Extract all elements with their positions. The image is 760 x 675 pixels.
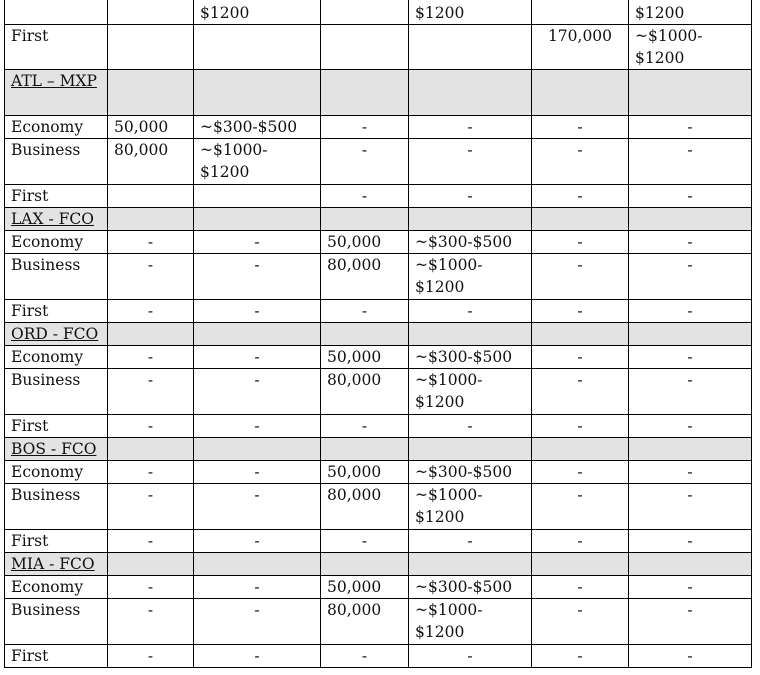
table-cell bbox=[321, 0, 409, 25]
table-cell: - bbox=[321, 185, 409, 208]
table-cell: - bbox=[532, 576, 629, 599]
cabin-class-label: Business bbox=[5, 369, 108, 415]
table-cell: - bbox=[409, 300, 532, 323]
table-cell: - bbox=[194, 231, 321, 254]
table-cell: - bbox=[108, 231, 194, 254]
table-cell: - bbox=[409, 530, 532, 553]
table-cell bbox=[108, 438, 194, 461]
table-cell: - bbox=[194, 576, 321, 599]
table-cell: - bbox=[629, 484, 752, 530]
table-cell bbox=[321, 70, 409, 116]
table-cell bbox=[108, 185, 194, 208]
fare-table-body bbox=[5, 0, 752, 668]
table-cell bbox=[5, 0, 108, 25]
table-cell: - bbox=[532, 369, 629, 415]
table-cell bbox=[321, 553, 409, 576]
table-cell: - bbox=[629, 231, 752, 254]
table-cell bbox=[321, 323, 409, 346]
route-label: ATL – MXP bbox=[5, 70, 108, 116]
table-cell: - bbox=[629, 346, 752, 369]
table-cell: - bbox=[321, 116, 409, 139]
table-cell: - bbox=[629, 300, 752, 323]
table-cell bbox=[194, 208, 321, 231]
table-cell: ~$1000- $1200 bbox=[409, 599, 532, 645]
table-row bbox=[5, 530, 752, 553]
table-cell: ~$1000- $1200 bbox=[409, 484, 532, 530]
cabin-class-label: Economy bbox=[5, 231, 108, 254]
table-cell: - bbox=[108, 254, 194, 300]
table-cell: 50,000 bbox=[321, 346, 409, 369]
cabin-class-label: First bbox=[5, 300, 108, 323]
table-cell: - bbox=[629, 599, 752, 645]
route-header-row bbox=[5, 70, 752, 116]
table-cell: - bbox=[194, 530, 321, 553]
table-cell: 80,000 bbox=[108, 139, 194, 185]
table-row bbox=[5, 139, 752, 185]
table-cell: - bbox=[108, 599, 194, 645]
table-cell: - bbox=[532, 254, 629, 300]
table-cell: ~$300-$500 bbox=[409, 576, 532, 599]
table-cell: ~$1000- $1200 bbox=[629, 25, 752, 70]
table-row bbox=[5, 0, 752, 25]
table-cell: - bbox=[532, 484, 629, 530]
table-row bbox=[5, 25, 752, 70]
cabin-class-label: Economy bbox=[5, 576, 108, 599]
table-cell bbox=[629, 438, 752, 461]
route-header-row bbox=[5, 208, 752, 231]
table-row bbox=[5, 185, 752, 208]
fare-table bbox=[4, 0, 752, 668]
table-cell bbox=[629, 70, 752, 116]
cabin-class-label: Economy bbox=[5, 116, 108, 139]
table-cell: 50,000 bbox=[321, 231, 409, 254]
table-cell: - bbox=[532, 300, 629, 323]
table-cell: - bbox=[629, 254, 752, 300]
table-cell bbox=[409, 553, 532, 576]
table-cell: - bbox=[321, 139, 409, 185]
table-cell: 170,000 bbox=[532, 25, 629, 70]
table-cell: - bbox=[629, 645, 752, 668]
table-cell: - bbox=[321, 645, 409, 668]
table-cell: 80,000 bbox=[321, 484, 409, 530]
table-row bbox=[5, 231, 752, 254]
table-cell bbox=[532, 323, 629, 346]
route-label: LAX - FCO bbox=[5, 208, 108, 231]
table-cell bbox=[532, 70, 629, 116]
table-cell bbox=[194, 553, 321, 576]
cabin-class-label: Business bbox=[5, 254, 108, 300]
cabin-class-label: Business bbox=[5, 484, 108, 530]
table-cell: - bbox=[108, 346, 194, 369]
cabin-class-label: Economy bbox=[5, 346, 108, 369]
table-cell: - bbox=[629, 116, 752, 139]
table-row bbox=[5, 254, 752, 300]
table-cell: - bbox=[629, 576, 752, 599]
table-cell: 50,000 bbox=[108, 116, 194, 139]
route-label: MIA - FCO bbox=[5, 553, 108, 576]
table-row bbox=[5, 346, 752, 369]
table-cell: ~$300-$500 bbox=[409, 461, 532, 484]
table-cell bbox=[321, 438, 409, 461]
table-cell: 80,000 bbox=[321, 599, 409, 645]
table-cell: - bbox=[321, 530, 409, 553]
table-cell: - bbox=[194, 369, 321, 415]
table-cell: - bbox=[409, 116, 532, 139]
table-cell: - bbox=[532, 116, 629, 139]
route-header-row bbox=[5, 438, 752, 461]
table-cell: - bbox=[108, 576, 194, 599]
table-cell: - bbox=[321, 300, 409, 323]
table-cell bbox=[108, 208, 194, 231]
table-cell: - bbox=[629, 530, 752, 553]
table-cell: - bbox=[532, 530, 629, 553]
table-cell bbox=[194, 438, 321, 461]
table-cell: - bbox=[629, 139, 752, 185]
table-cell: - bbox=[409, 415, 532, 438]
table-cell: - bbox=[108, 484, 194, 530]
table-cell: - bbox=[532, 461, 629, 484]
table-cell bbox=[108, 553, 194, 576]
table-cell: ~$300-$500 bbox=[409, 231, 532, 254]
table-cell: - bbox=[532, 346, 629, 369]
table-cell: 50,000 bbox=[321, 576, 409, 599]
route-header-row bbox=[5, 553, 752, 576]
table-cell bbox=[194, 323, 321, 346]
table-cell: ~$300-$500 bbox=[409, 346, 532, 369]
table-cell: $1200 bbox=[409, 0, 532, 25]
table-cell bbox=[532, 0, 629, 25]
cabin-class-label: First bbox=[5, 25, 108, 70]
table-cell bbox=[409, 323, 532, 346]
table-cell: ~$1000- $1200 bbox=[194, 139, 321, 185]
table-cell bbox=[321, 208, 409, 231]
cabin-class-label: First bbox=[5, 530, 108, 553]
table-cell: - bbox=[108, 415, 194, 438]
cabin-class-label: First bbox=[5, 185, 108, 208]
table-cell bbox=[409, 70, 532, 116]
table-cell: 80,000 bbox=[321, 369, 409, 415]
table-cell bbox=[108, 25, 194, 70]
table-cell: - bbox=[532, 599, 629, 645]
table-cell bbox=[409, 25, 532, 70]
table-cell: - bbox=[194, 300, 321, 323]
table-cell: - bbox=[629, 369, 752, 415]
table-cell: - bbox=[409, 645, 532, 668]
table-cell: - bbox=[532, 185, 629, 208]
table-cell: - bbox=[108, 530, 194, 553]
table-cell: $1200 bbox=[629, 0, 752, 25]
table-row bbox=[5, 484, 752, 530]
cabin-class-label: Economy bbox=[5, 461, 108, 484]
table-cell: ~$1000- $1200 bbox=[409, 254, 532, 300]
table-row bbox=[5, 645, 752, 668]
table-cell: - bbox=[532, 645, 629, 668]
table-cell: - bbox=[629, 185, 752, 208]
table-cell bbox=[532, 208, 629, 231]
table-cell: - bbox=[409, 139, 532, 185]
table-cell: - bbox=[194, 645, 321, 668]
table-cell bbox=[532, 553, 629, 576]
table-row bbox=[5, 415, 752, 438]
table-cell: - bbox=[532, 139, 629, 185]
table-cell bbox=[108, 323, 194, 346]
table-cell: - bbox=[409, 185, 532, 208]
table-cell: - bbox=[532, 231, 629, 254]
table-cell bbox=[532, 438, 629, 461]
table-cell: - bbox=[321, 415, 409, 438]
table-cell bbox=[629, 323, 752, 346]
table-cell: - bbox=[629, 461, 752, 484]
table-row bbox=[5, 300, 752, 323]
table-cell bbox=[321, 25, 409, 70]
table-cell bbox=[194, 185, 321, 208]
table-cell: $1200 bbox=[194, 0, 321, 25]
table-cell bbox=[629, 208, 752, 231]
table-cell: 50,000 bbox=[321, 461, 409, 484]
table-cell: - bbox=[194, 415, 321, 438]
route-label: ORD - FCO bbox=[5, 323, 108, 346]
table-cell bbox=[629, 553, 752, 576]
cabin-class-label: First bbox=[5, 415, 108, 438]
table-cell bbox=[194, 70, 321, 116]
table-row bbox=[5, 576, 752, 599]
table-row bbox=[5, 369, 752, 415]
table-cell: - bbox=[532, 415, 629, 438]
table-cell: - bbox=[194, 346, 321, 369]
table-cell: 80,000 bbox=[321, 254, 409, 300]
table-row bbox=[5, 116, 752, 139]
table-cell: - bbox=[108, 645, 194, 668]
table-cell: - bbox=[194, 599, 321, 645]
table-row bbox=[5, 599, 752, 645]
table-cell bbox=[108, 70, 194, 116]
table-cell: - bbox=[194, 484, 321, 530]
cabin-class-label: Business bbox=[5, 599, 108, 645]
table-cell bbox=[194, 25, 321, 70]
table-cell bbox=[108, 0, 194, 25]
table-cell: ~$1000- $1200 bbox=[409, 369, 532, 415]
cabin-class-label: Business bbox=[5, 139, 108, 185]
table-cell: - bbox=[108, 461, 194, 484]
table-row bbox=[5, 461, 752, 484]
route-header-row bbox=[5, 323, 752, 346]
table-cell bbox=[409, 438, 532, 461]
table-cell: - bbox=[629, 415, 752, 438]
table-cell: - bbox=[194, 461, 321, 484]
table-cell: - bbox=[194, 254, 321, 300]
table-cell bbox=[409, 208, 532, 231]
route-label: BOS - FCO bbox=[5, 438, 108, 461]
table-cell: - bbox=[108, 369, 194, 415]
table-cell: ~$300-$500 bbox=[194, 116, 321, 139]
cabin-class-label: First bbox=[5, 645, 108, 668]
table-cell: - bbox=[108, 300, 194, 323]
